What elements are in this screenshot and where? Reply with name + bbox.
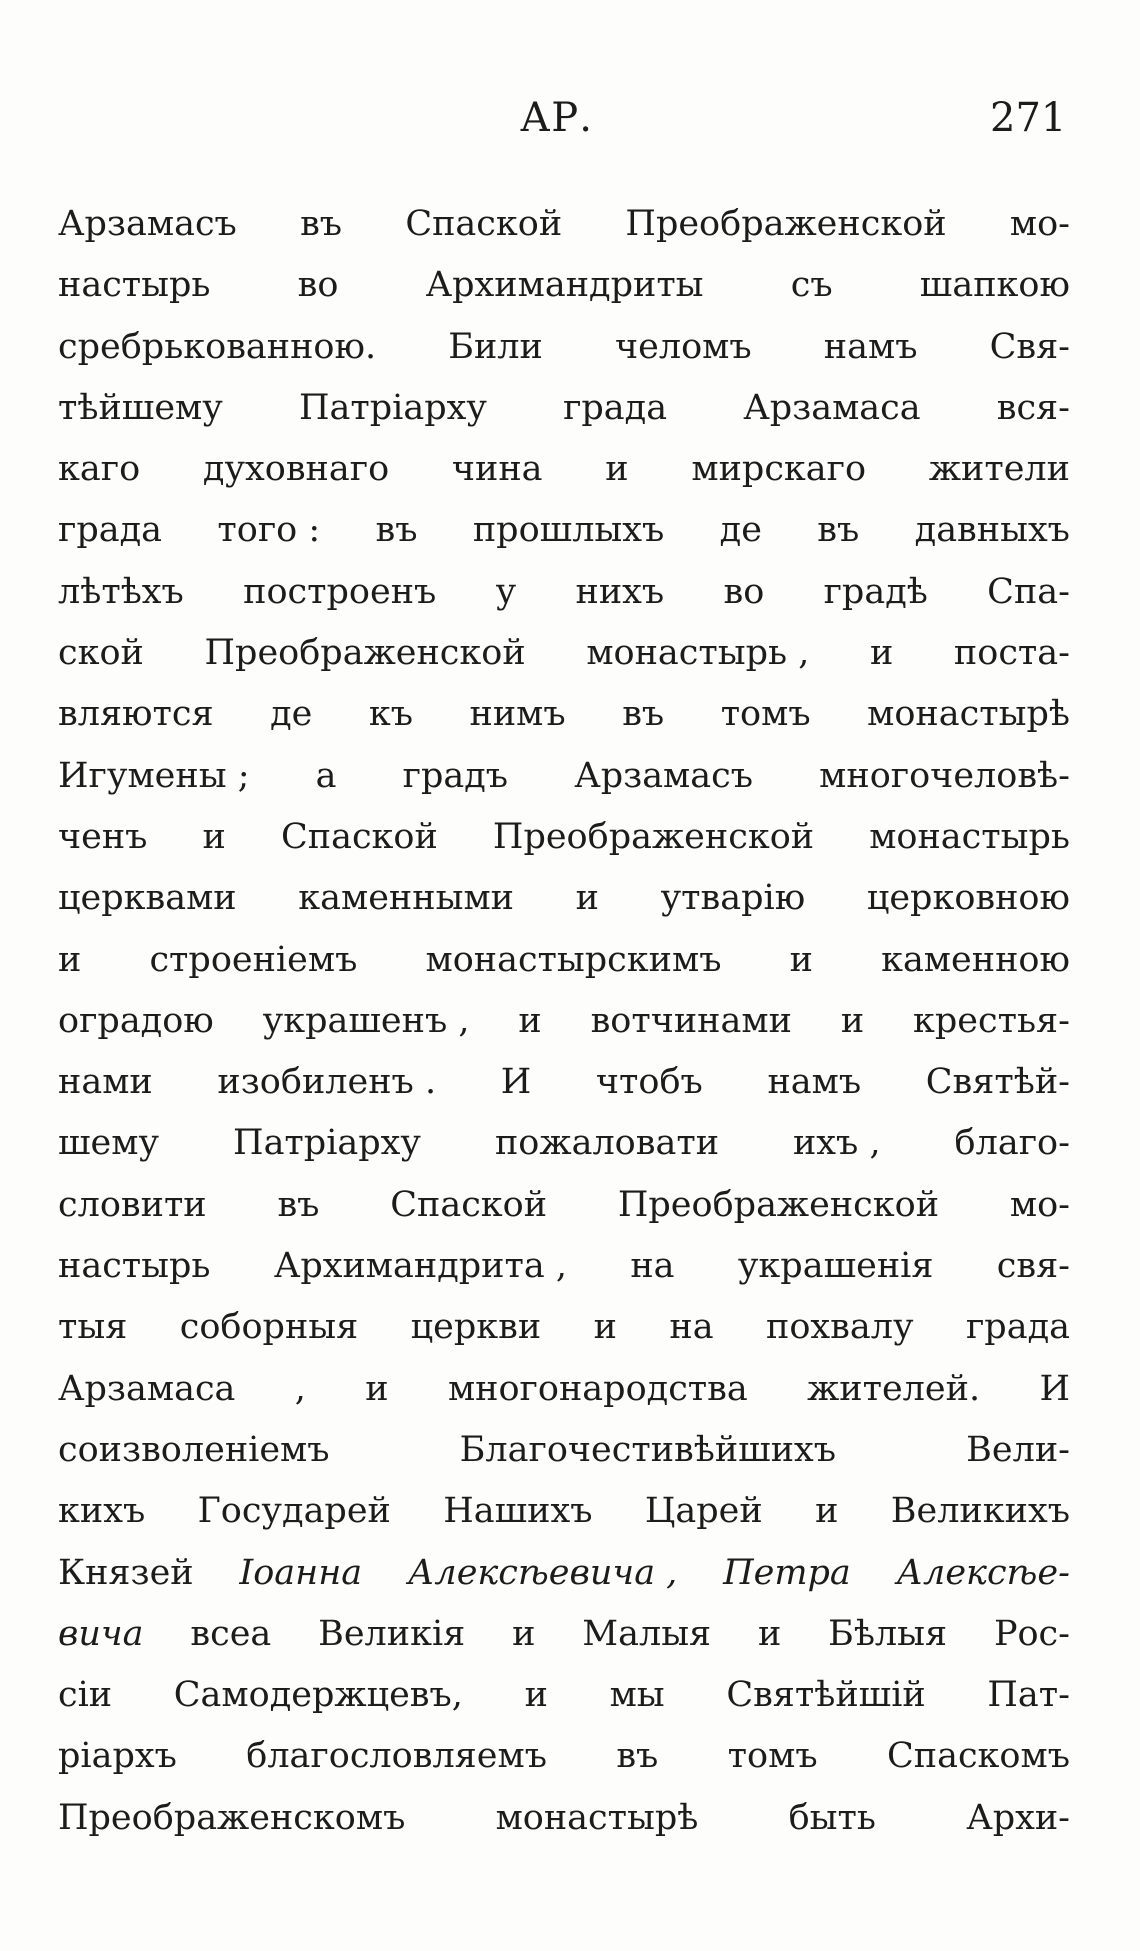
word: Игумены ; bbox=[58, 755, 250, 796]
word: де bbox=[719, 510, 762, 551]
word: каменною bbox=[881, 939, 1070, 980]
word: нихъ bbox=[575, 571, 665, 612]
word: Іоанна bbox=[239, 1552, 363, 1593]
word: и bbox=[58, 939, 82, 980]
word: Свя- bbox=[989, 326, 1070, 367]
page-number: 271 bbox=[990, 95, 1067, 141]
word: утварію bbox=[660, 878, 806, 919]
word: Арзамасъ bbox=[574, 755, 754, 796]
word: и bbox=[518, 1000, 542, 1041]
word: построенъ bbox=[243, 571, 437, 612]
word: ченъ bbox=[58, 816, 148, 857]
word: въ bbox=[277, 1184, 320, 1225]
text-line bbox=[58, 1052, 1070, 1113]
word: Государей bbox=[197, 1491, 391, 1532]
word: ріархъ bbox=[58, 1736, 177, 1777]
word: прошлыхъ bbox=[472, 510, 665, 551]
word: Бѣлыя bbox=[828, 1613, 948, 1654]
word: и bbox=[869, 633, 894, 674]
text-line bbox=[58, 1236, 1070, 1297]
text-line bbox=[58, 1665, 1070, 1726]
word: Преображенскомъ bbox=[58, 1797, 406, 1838]
word: и bbox=[524, 1675, 548, 1716]
word: монастырь bbox=[869, 816, 1070, 857]
text-line bbox=[58, 255, 1070, 316]
word: Царей bbox=[644, 1491, 763, 1532]
text-line bbox=[58, 378, 1070, 439]
word: лѣтѣхъ bbox=[58, 571, 184, 612]
word: Спаской bbox=[390, 1184, 548, 1225]
word: въ bbox=[817, 510, 860, 551]
word: церкви bbox=[410, 1307, 542, 1348]
text-line bbox=[58, 807, 1070, 868]
word: Арзамасъ bbox=[58, 204, 237, 244]
text-line bbox=[58, 1420, 1070, 1481]
text-line bbox=[58, 684, 1070, 745]
word: монастырѣ bbox=[867, 694, 1070, 735]
text-line bbox=[58, 1481, 1070, 1542]
word: крестья- bbox=[913, 1000, 1070, 1041]
word: Били bbox=[448, 326, 543, 367]
word: Петра bbox=[723, 1552, 851, 1593]
text-line bbox=[58, 1175, 1070, 1236]
word: настырь bbox=[58, 1246, 211, 1287]
word: Рос- bbox=[993, 1613, 1070, 1654]
text-line bbox=[58, 1543, 1070, 1604]
word: на bbox=[630, 1246, 675, 1287]
word: мы bbox=[609, 1675, 665, 1716]
word: томъ bbox=[720, 694, 811, 735]
word: сребрькованною. bbox=[58, 326, 377, 367]
word: вича bbox=[58, 1613, 144, 1654]
word: Благочестивѣйшихъ bbox=[459, 1429, 837, 1470]
word: Архимандриты bbox=[425, 265, 704, 306]
word: въ bbox=[300, 204, 343, 244]
word: монастырѣ bbox=[495, 1797, 699, 1838]
word: Великихъ bbox=[890, 1491, 1070, 1532]
word: и bbox=[512, 1613, 536, 1654]
text-line bbox=[58, 1788, 1070, 1849]
word: града bbox=[563, 387, 668, 428]
word: соборныя bbox=[179, 1307, 359, 1348]
text-line bbox=[58, 991, 1070, 1052]
word: тыя bbox=[58, 1307, 128, 1348]
word: и bbox=[757, 1613, 782, 1654]
word: въ bbox=[622, 694, 665, 735]
word: пожаловати bbox=[494, 1123, 720, 1164]
word: нимъ bbox=[469, 694, 566, 735]
word: того : bbox=[217, 510, 321, 551]
text-line bbox=[58, 562, 1070, 623]
text-line bbox=[58, 500, 1070, 561]
word: мирскаго bbox=[691, 449, 867, 490]
word: оградою bbox=[58, 1000, 214, 1041]
word: Патріарху bbox=[298, 387, 487, 428]
text-line bbox=[58, 194, 1070, 255]
word: шапкою bbox=[919, 265, 1070, 306]
word: жители bbox=[928, 449, 1070, 490]
word: челомъ bbox=[614, 326, 752, 367]
word: свя- bbox=[996, 1246, 1070, 1287]
word: Преображенской bbox=[492, 816, 815, 857]
word: во bbox=[723, 571, 765, 612]
word: и bbox=[605, 449, 629, 490]
text-line bbox=[58, 1359, 1070, 1420]
text-line bbox=[58, 868, 1070, 929]
word: мо- bbox=[1009, 204, 1070, 244]
word: каменными bbox=[298, 878, 514, 919]
text-line bbox=[58, 1726, 1070, 1787]
word: Алексѣевича , bbox=[407, 1552, 678, 1593]
word: въ bbox=[616, 1736, 659, 1777]
word: благословляемъ bbox=[246, 1736, 547, 1777]
word: у bbox=[495, 571, 517, 612]
running-head: АР. bbox=[520, 95, 593, 141]
word: жителей. bbox=[807, 1368, 981, 1409]
word: чина bbox=[451, 449, 543, 490]
word: Спаскомъ bbox=[886, 1736, 1070, 1777]
word: Преображенской bbox=[617, 1184, 940, 1225]
text-line bbox=[58, 439, 1070, 500]
word: строеніемъ bbox=[149, 939, 358, 980]
word: ихъ , bbox=[792, 1123, 881, 1164]
word: соизволеніемъ bbox=[58, 1429, 330, 1470]
word: де bbox=[270, 694, 313, 735]
word: намъ bbox=[823, 326, 918, 367]
word: Патріарху bbox=[233, 1123, 422, 1164]
word: Спаской bbox=[405, 204, 563, 244]
word: Преображенской bbox=[625, 204, 947, 244]
word: похвалу bbox=[766, 1307, 914, 1348]
word: Спаской bbox=[280, 816, 438, 857]
word: вотчинами bbox=[590, 1000, 792, 1041]
word: и bbox=[840, 1000, 865, 1041]
word: И bbox=[1039, 1368, 1070, 1409]
word: многонародства bbox=[447, 1368, 748, 1409]
word: града bbox=[58, 510, 163, 551]
word: а bbox=[315, 755, 337, 796]
word: Самодержцевъ, bbox=[173, 1675, 463, 1716]
text-line bbox=[58, 930, 1070, 991]
word: тѣйшему bbox=[58, 387, 223, 428]
word: церковною bbox=[866, 878, 1070, 919]
text-line bbox=[58, 317, 1070, 378]
body-text bbox=[58, 194, 1070, 1849]
word: томъ bbox=[727, 1736, 818, 1777]
word: на bbox=[669, 1307, 714, 1348]
word: и bbox=[575, 878, 599, 919]
word: Малыя bbox=[582, 1613, 712, 1654]
word: Святѣйшій bbox=[726, 1675, 926, 1716]
word: изобиленъ . bbox=[217, 1062, 437, 1103]
text-line bbox=[58, 746, 1070, 807]
word: давныхъ bbox=[914, 510, 1070, 551]
word: къ bbox=[368, 694, 413, 735]
text-line bbox=[58, 1297, 1070, 1358]
word: поста- bbox=[953, 633, 1070, 674]
word: Вели- bbox=[966, 1429, 1070, 1470]
word: въ bbox=[375, 510, 418, 551]
word: Преображенской bbox=[204, 633, 526, 674]
word: Алексѣе- bbox=[896, 1552, 1070, 1593]
word: чтобъ bbox=[595, 1062, 703, 1103]
word: словити bbox=[58, 1184, 207, 1225]
word: монастырскимъ bbox=[425, 939, 722, 980]
word: Арзамаса bbox=[58, 1368, 236, 1409]
word: Святѣй- bbox=[925, 1062, 1070, 1103]
word: и bbox=[593, 1307, 617, 1348]
word: украшенъ , bbox=[262, 1000, 470, 1041]
word: духовнаго bbox=[202, 449, 390, 490]
word: и bbox=[789, 939, 813, 980]
word: нами bbox=[58, 1062, 153, 1103]
word: многочеловѣ- bbox=[819, 755, 1070, 796]
word: града bbox=[965, 1307, 1070, 1348]
text-line bbox=[58, 1113, 1070, 1174]
word: градъ bbox=[402, 755, 509, 796]
word: благо- bbox=[954, 1123, 1070, 1164]
text-line bbox=[58, 1604, 1070, 1665]
word: , bbox=[294, 1368, 306, 1409]
word: Архимандрита , bbox=[273, 1246, 567, 1287]
word: Князей bbox=[58, 1552, 194, 1593]
word: шему bbox=[58, 1123, 160, 1164]
word: быть bbox=[788, 1797, 876, 1838]
word: и bbox=[202, 816, 226, 857]
word: монастырь , bbox=[586, 633, 810, 674]
word: всеа bbox=[190, 1613, 272, 1654]
word: каго bbox=[58, 449, 141, 490]
word: кихъ bbox=[58, 1491, 146, 1532]
word: во bbox=[297, 265, 339, 306]
word: украшенія bbox=[737, 1246, 934, 1287]
word: ской bbox=[58, 633, 144, 674]
word: и bbox=[365, 1368, 389, 1409]
word: Пат- bbox=[987, 1675, 1070, 1716]
word: Арзамаса bbox=[743, 387, 921, 428]
page-header bbox=[0, 95, 1140, 155]
word: градѣ bbox=[823, 571, 928, 612]
word: Великія bbox=[318, 1613, 466, 1654]
text-line bbox=[58, 623, 1070, 684]
word: церквами bbox=[58, 878, 237, 919]
word: Спа- bbox=[987, 571, 1070, 612]
word: Архи- bbox=[966, 1797, 1070, 1838]
word: вляются bbox=[58, 694, 214, 735]
word: намъ bbox=[767, 1062, 862, 1103]
word: Нашихъ bbox=[443, 1491, 593, 1532]
word: настырь bbox=[58, 265, 211, 306]
word: И bbox=[500, 1062, 532, 1103]
word: мо- bbox=[1009, 1184, 1070, 1225]
word: сіи bbox=[58, 1675, 113, 1716]
word: и bbox=[815, 1491, 839, 1532]
word: вся- bbox=[996, 387, 1070, 428]
word: съ bbox=[790, 265, 833, 306]
